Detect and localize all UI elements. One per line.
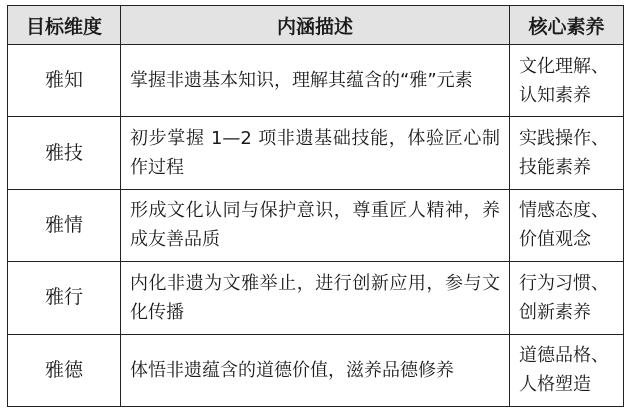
description-cell: 体悟非遗蕴含的道德价值，滋养品德修养 [121,334,510,406]
header-row [8,6,624,45]
literacy-cell: 行为习惯、创新素养 [510,262,624,334]
description-cell: 初步掌握 1—2 项非遗基础技能，体验匠心制作过程 [121,117,510,189]
table-row [8,334,624,406]
description-cell: 掌握非遗基本知识，理解其蕴含的“雅”元素 [121,45,510,117]
literacy-cell: 情感态度、价值观念 [510,189,624,261]
dimension-cell: 雅知 [8,45,121,117]
dimension-cell: 雅德 [8,334,121,406]
header-literacy: 核心素养 [510,6,624,45]
table-row [8,45,624,117]
literacy-cell: 实践操作、技能素养 [510,117,624,189]
dimension-cell: 雅情 [8,189,121,261]
description-cell: 内化非遗为文雅举止，进行创新应用，参与文化传播 [121,262,510,334]
dimension-cell: 雅技 [8,117,121,189]
table-row [8,262,624,334]
description-cell: 形成文化认同与保护意识，尊重匠人精神，养成友善品质 [121,189,510,261]
goals-table [7,5,624,407]
header-dimension: 目标维度 [8,6,121,45]
literacy-cell: 文化理解、认知素养 [510,45,624,117]
header-description: 内涵描述 [121,6,510,45]
table-row [8,189,624,261]
table-row [8,117,624,189]
literacy-cell: 道德品格、人格塑造 [510,334,624,406]
dimension-cell: 雅行 [8,262,121,334]
